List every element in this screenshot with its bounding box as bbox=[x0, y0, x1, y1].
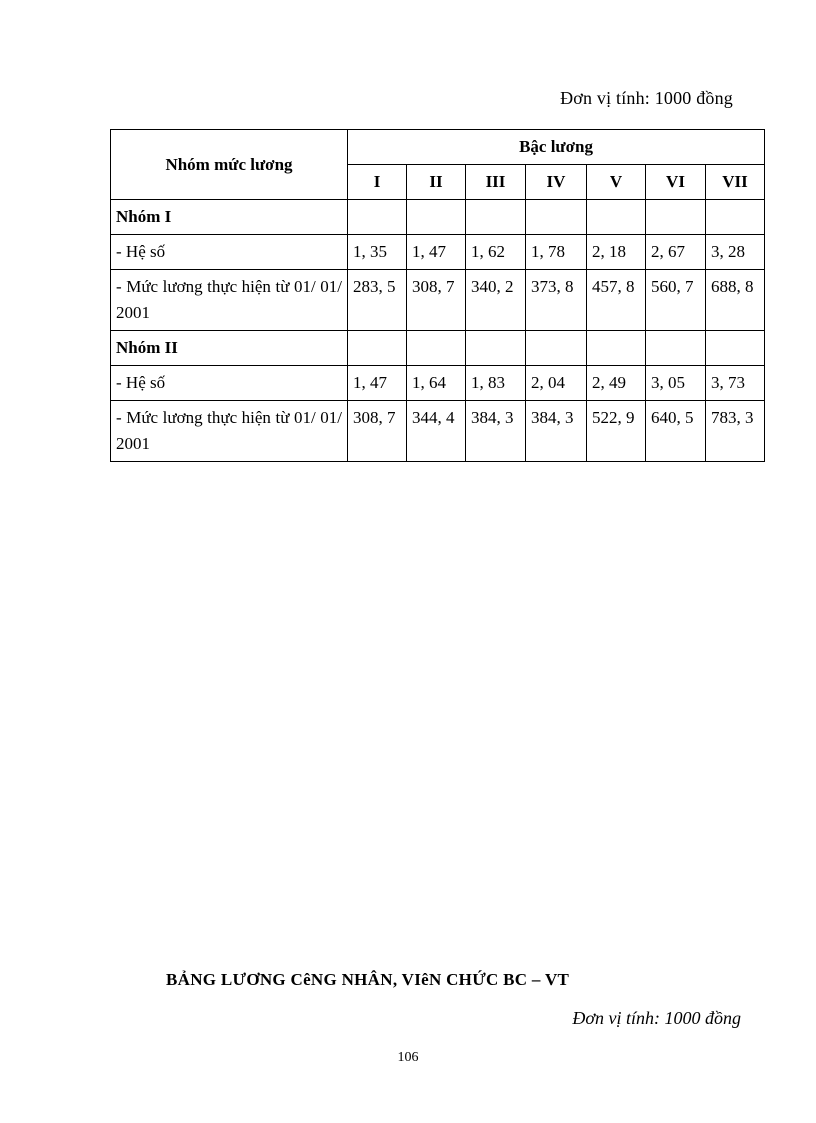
empty-cell bbox=[526, 331, 587, 366]
grade-label: V bbox=[587, 165, 646, 200]
table-cell: 1, 64 bbox=[407, 366, 466, 401]
table-cell: 3, 28 bbox=[706, 235, 765, 270]
table-cell bbox=[587, 401, 646, 462]
table-cell: 2, 18 bbox=[587, 235, 646, 270]
cell-value: 344, 4 bbox=[412, 408, 455, 427]
cell-value: 384, 3 bbox=[531, 408, 574, 427]
group-name: Nhóm I bbox=[111, 200, 348, 235]
table-cell: 2, 04 bbox=[526, 366, 587, 401]
group-row bbox=[111, 200, 765, 235]
empty-cell bbox=[407, 331, 466, 366]
cell-value: 283, 5 bbox=[353, 277, 396, 296]
table-cell: 2, 49 bbox=[587, 366, 646, 401]
empty-cell bbox=[407, 200, 466, 235]
grade-label: I bbox=[348, 165, 407, 200]
section-title: BẢNG LƯƠNG CêNG NHÂN, VIêN CHỨC BC – VT bbox=[166, 970, 570, 989]
table-cell: 1, 47 bbox=[348, 366, 407, 401]
cell-value: 560, 7 bbox=[651, 277, 694, 296]
cell-value: 308, 7 bbox=[412, 277, 455, 296]
table-cell bbox=[646, 401, 706, 462]
row-label: - Hệ số bbox=[111, 366, 348, 401]
table-cell: 1, 47 bbox=[407, 235, 466, 270]
empty-cell bbox=[348, 200, 407, 235]
table-cell bbox=[348, 401, 407, 462]
table-cell bbox=[466, 401, 526, 462]
page-number: 106 bbox=[397, 1050, 419, 1065]
cell-value: 640, 5 bbox=[651, 408, 694, 427]
cell-value: 522, 9 bbox=[592, 408, 635, 427]
empty-cell bbox=[587, 200, 646, 235]
empty-cell bbox=[706, 200, 765, 235]
empty-cell bbox=[646, 331, 706, 366]
empty-cell bbox=[466, 200, 526, 235]
cell-value: 783, 3 bbox=[711, 408, 754, 427]
cell-value: 340, 2 bbox=[471, 277, 514, 296]
table-row bbox=[111, 366, 765, 401]
grade-label: IV bbox=[526, 165, 587, 200]
table-cell: 1, 83 bbox=[466, 366, 526, 401]
table-cell: 1, 62 bbox=[466, 235, 526, 270]
table-cell: 3, 73 bbox=[706, 366, 765, 401]
table-cell bbox=[587, 270, 646, 331]
table-cell bbox=[526, 270, 587, 331]
row-label: - Mức lương thực hiện từ 01/ 01/ 2001 bbox=[111, 401, 348, 462]
grade-label: VI bbox=[646, 165, 706, 200]
row-label: - Hệ số bbox=[111, 235, 348, 270]
grade-header: Bậc lương bbox=[348, 130, 765, 165]
cell-value: 384, 3 bbox=[471, 408, 514, 427]
empty-cell bbox=[526, 200, 587, 235]
cell-value: 308, 7 bbox=[353, 408, 396, 427]
table-cell: 1, 35 bbox=[348, 235, 407, 270]
table-cell bbox=[706, 270, 765, 331]
grade-label: VII bbox=[706, 165, 765, 200]
unit-note-italic: Đơn vị tính: 1000 đồng bbox=[572, 1008, 741, 1028]
cell-value: 373, 8 bbox=[531, 277, 574, 296]
table-header-row bbox=[111, 130, 765, 165]
cell-value: 688, 8 bbox=[711, 277, 754, 296]
grade-label: II bbox=[407, 165, 466, 200]
group-row bbox=[111, 331, 765, 366]
empty-cell bbox=[348, 331, 407, 366]
table-cell bbox=[407, 270, 466, 331]
group-name: Nhóm II bbox=[111, 331, 348, 366]
empty-cell bbox=[706, 331, 765, 366]
table-row bbox=[111, 401, 765, 462]
table-cell bbox=[526, 401, 587, 462]
row-label: - Mức lương thực hiện từ 01/ 01/ 2001 bbox=[111, 270, 348, 331]
table-row bbox=[111, 270, 765, 331]
table-cell bbox=[706, 401, 765, 462]
table-cell bbox=[466, 270, 526, 331]
table-row bbox=[111, 235, 765, 270]
salary-table bbox=[110, 129, 765, 462]
table-cell: 1, 78 bbox=[526, 235, 587, 270]
table-cell: 2, 67 bbox=[646, 235, 706, 270]
cell-value: 457, 8 bbox=[592, 277, 635, 296]
table-cell bbox=[407, 401, 466, 462]
grade-label: III bbox=[466, 165, 526, 200]
empty-cell bbox=[587, 331, 646, 366]
group-column-header: Nhóm mức lương bbox=[111, 130, 348, 200]
unit-note: Đơn vị tính: 1000 đồng bbox=[560, 88, 733, 108]
empty-cell bbox=[646, 200, 706, 235]
table-cell: 3, 05 bbox=[646, 366, 706, 401]
empty-cell bbox=[466, 331, 526, 366]
table-cell bbox=[646, 270, 706, 331]
table-cell bbox=[348, 270, 407, 331]
